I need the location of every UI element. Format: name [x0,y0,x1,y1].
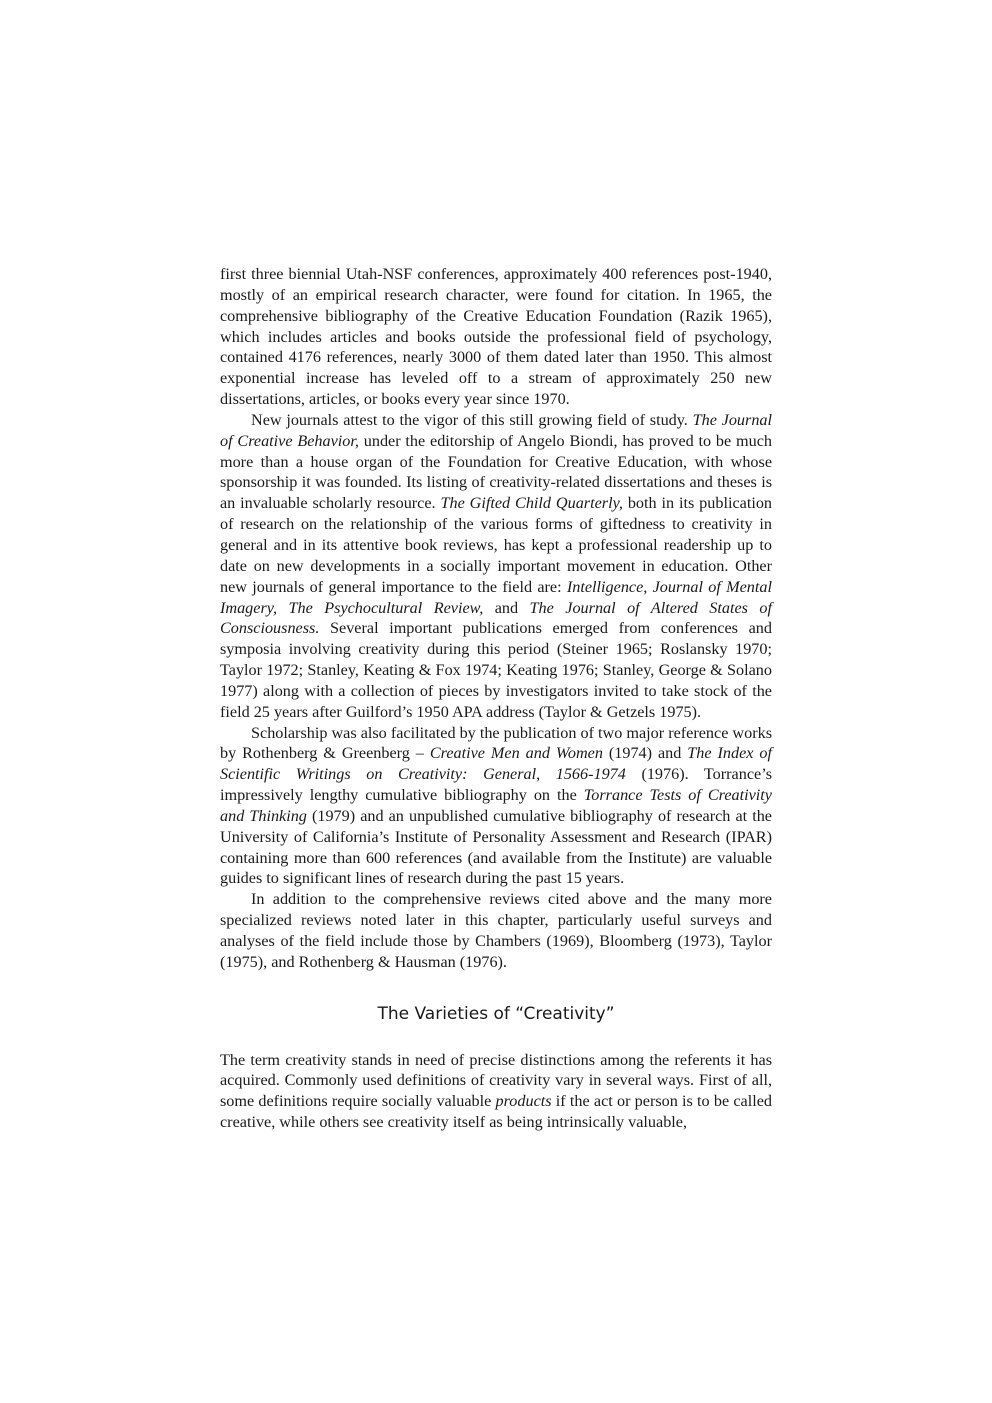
italic-title-text: The Journal of Creative Behavior, [220,410,773,450]
italic-title-text: Torrance Tests of Creativity and Thinking [220,786,772,825]
italic-title-text: The Journal of Altered States of Consciousness. [220,598,772,638]
italic-title-text: The Gifted Child Quarterly, [440,494,623,513]
document-page [220,264,772,1133]
text-run: under the editorship of Angelo Biondi, has proved to be much more than a house organ of the Foundation for Creative Education, with whose sponsorship it was founded. Its listing of creativity-related dissertations and theses is an invaluable scholarly resource. [220,431,772,513]
italic-title-text: The Index of Scientific Writings on Creativity: General, 1566-1974 [220,744,772,784]
section-heading: The Varieties of “Creativity” [377,1003,615,1024]
text-run: and [483,598,530,617]
paragraph [220,1050,772,1133]
text-run: New journals attest to the vigor of this still growing field of study. [251,410,693,429]
italic-title-text: products [495,1092,552,1111]
italic-title-text: Intelligence, Journal of Mental Imagery, The Psychocultural Review, [220,577,772,617]
italic-title-text: Creative Men and Women [429,744,603,763]
body-text-before-heading [220,264,772,973]
text-run: Several important publications emerged from conferences and symposia involving creativity during this period (Steiner 1965; Roslansky 1970; Taylor 1972; Stanley, Keating & Fox 1974; Keating 1976; Stanley, George & Solano 1977) along with a collection of pieces by investigators invited to take stock of the field 25 years after Guilford’s 1950 APA address (Taylor & Getzels 1975). [220,619,772,721]
paragraph [220,889,772,972]
body-text-after-heading [220,1050,772,1133]
paragraph [220,723,772,890]
paragraph [220,410,772,723]
text-run: (1976). Torrance’s impressively lengthy cumulative bibliography on the [220,765,772,805]
paragraph [220,264,772,410]
text-run: first three biennial Utah-NSF conferences, approximately 400 references post-1940, mostly of an empirical research character, were found for citation. In 1965, the comprehensive bibliography of the Creative Education Foundation (Razik 1965), which includes articles and books outside the professional field of psychology, contained 4176 references, nearly 3000 of them dated later than 1950. This almost exponential increase has leveled off to a stream of approximately 250 new dissertations, articles, or books every year since 1970. [220,265,772,409]
text-run: In addition to the comprehensive reviews cited above and the many more specialized reviews noted later in this chapter, particularly useful surveys and analyses of the field include those by Chambers (1969), Bloomberg (1973), Taylor (1975), and Rothenberg & Hausman (1976). [220,890,772,971]
text-run: Scholarship was also facilitated by the publication of two major reference works by Rothenberg & Greenberg – [220,723,772,763]
text-run: The term creativity stands in need of precise distinctions among the referents it has acquired. Commonly used definitions of creativity vary in several ways. First of all, some definitions require socially valuable [220,1050,772,1111]
text-run: both in its publication of research on the relationship of the various forms of giftedness to creativity in general and in its attentive book reviews, has kept a professional readership up to date on new developments in a socially important movement in education. Other new journals of general importance to the field are: [220,494,773,596]
text-run: if the act or person is to be called creative, while others see creativity itself as being intrinsically valuable, [220,1092,772,1132]
text-run: (1979) and an unpublished cumulative bibliography of research at the University of California’s Institute of Personality Assessment and Research (IPAR) containing more than 600 references (and available from the Institute) are valuable guides to significant lines of research during the past 15 years. [220,806,772,888]
text-run: (1974) and [602,744,688,763]
